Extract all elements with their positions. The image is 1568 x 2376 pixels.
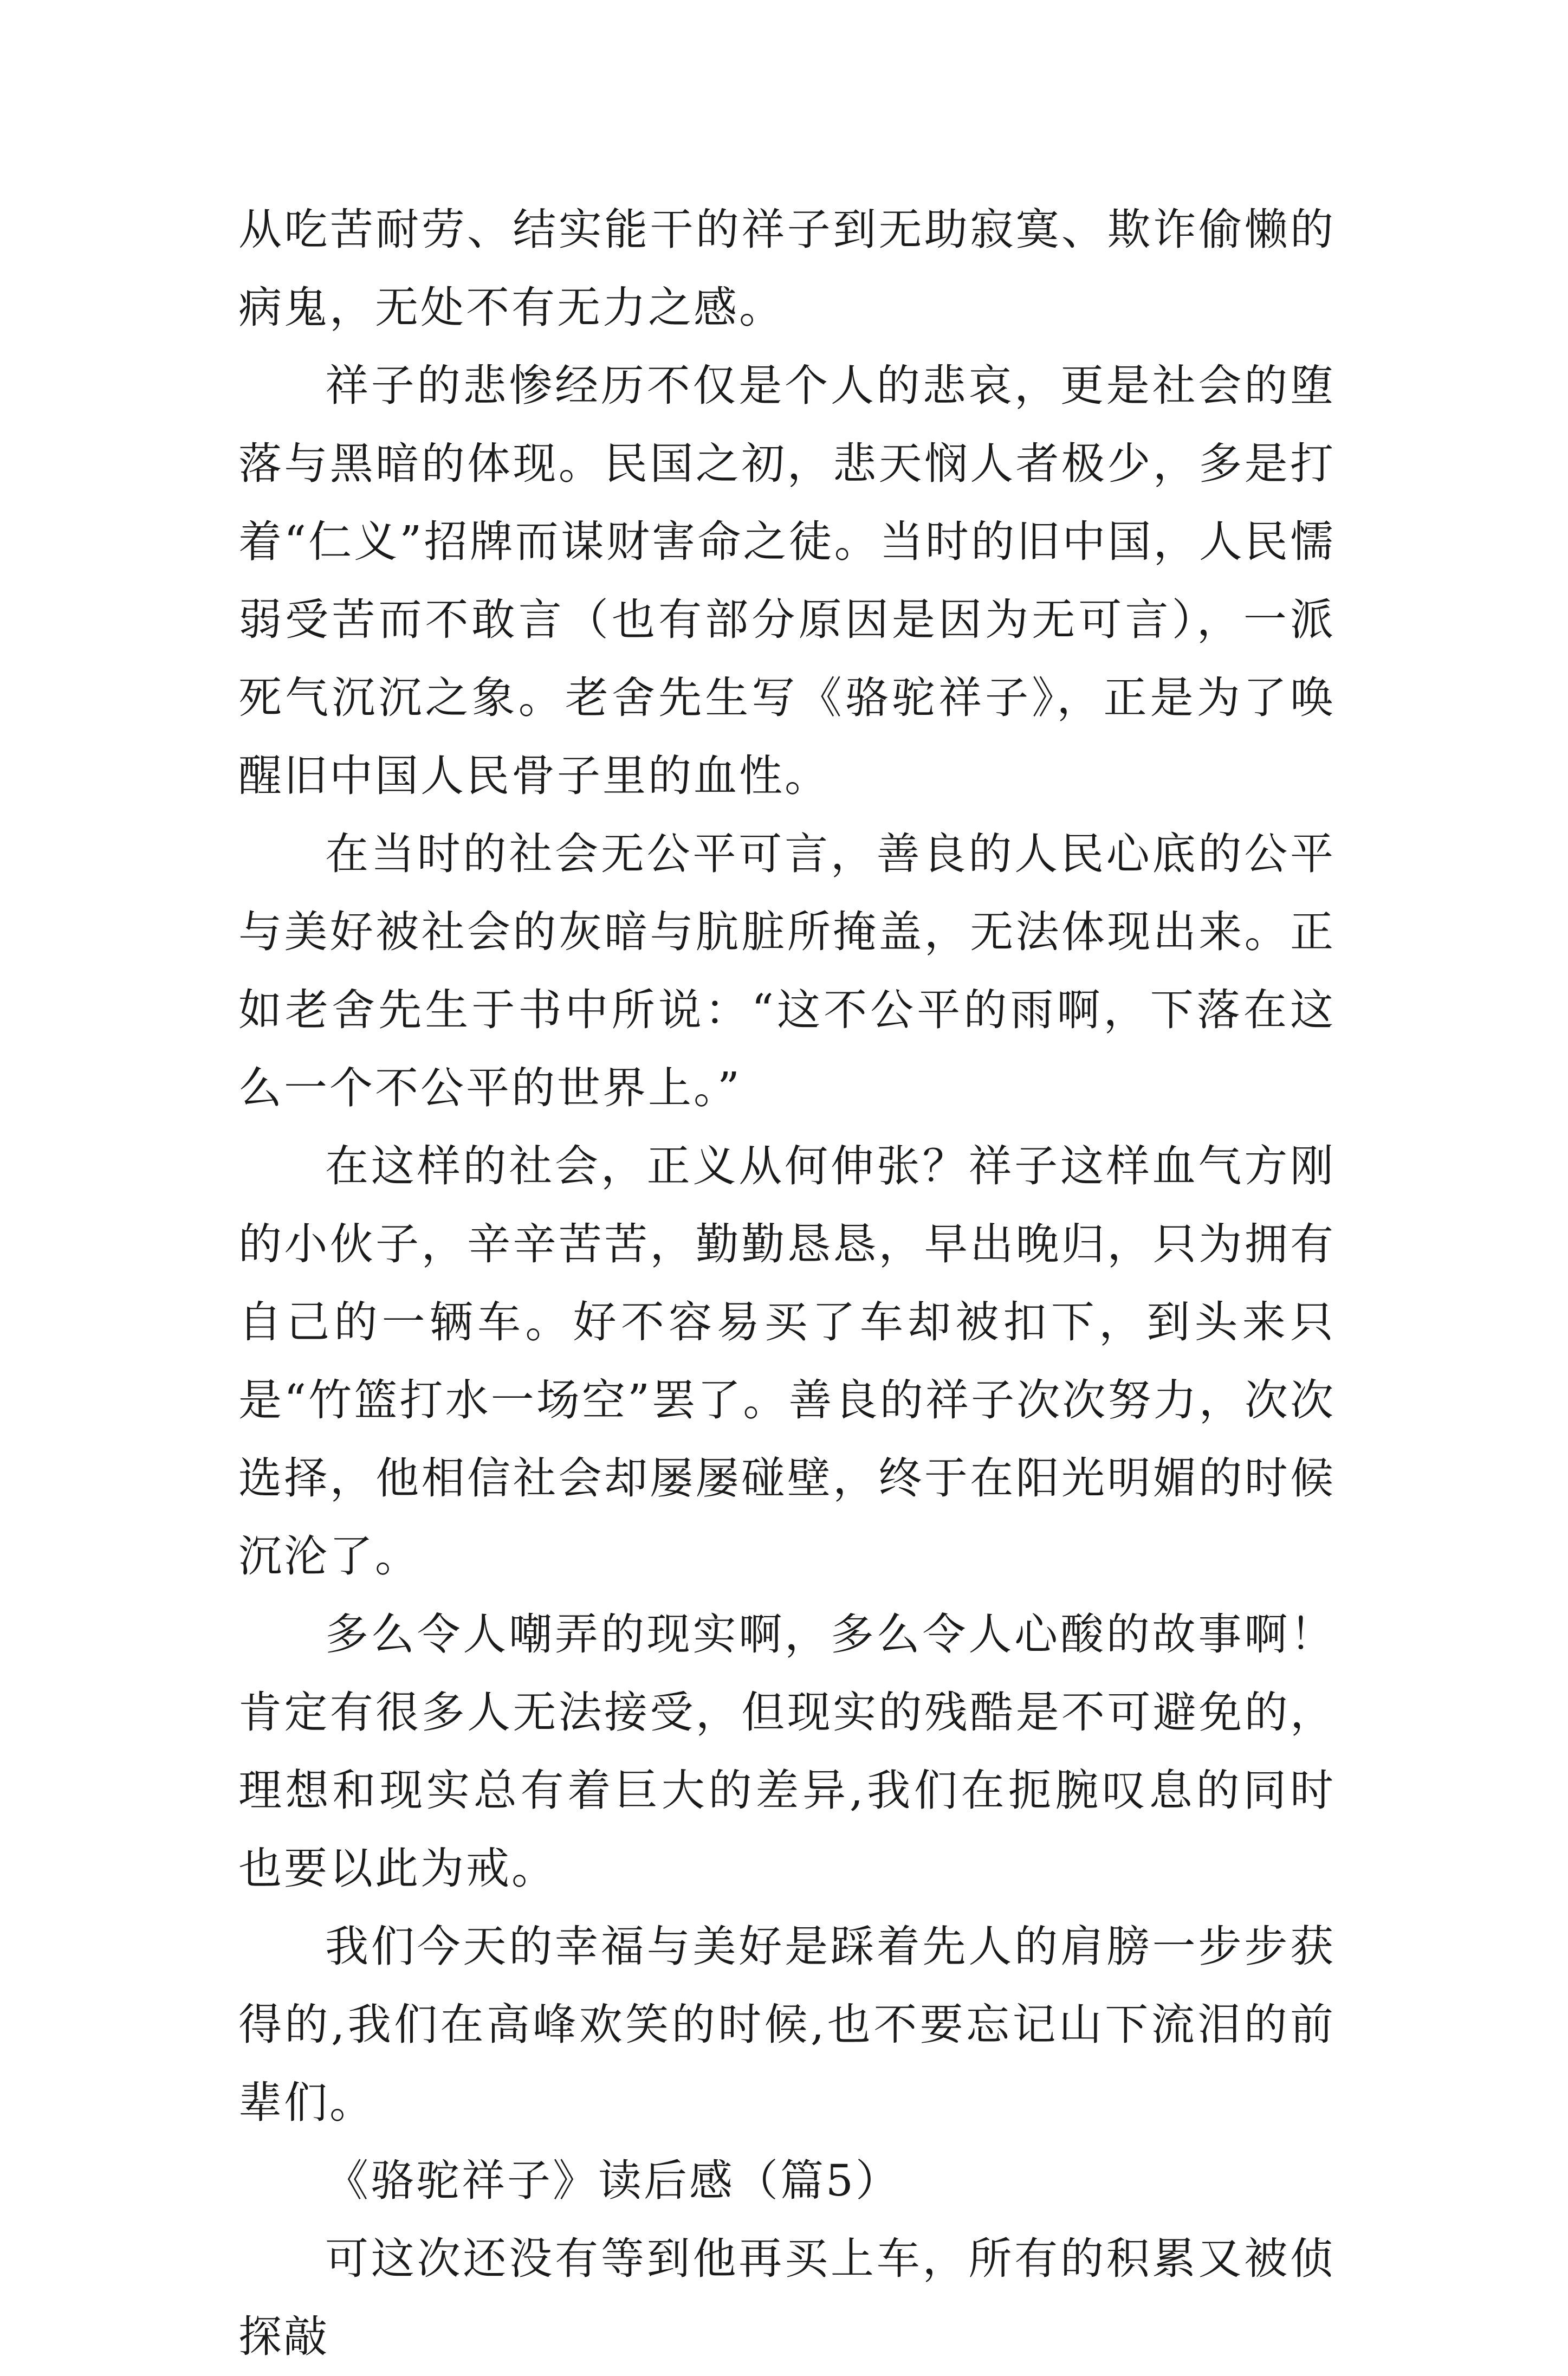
- paragraph: 祥子的悲惨经历不仅是个人的悲哀，更是社会的堕落与黑暗的体现。民国之初，悲天悯人者极少，多是打着“仁义”招牌而谋财害命之徒。当时的旧中国，人民懦弱受苦而不敢言（也有部分原因是因为无可言），一派死气沉沉之象。老舍先生写《骆驼祥子》，正是为了唤醒旧中国人民骨子里的血性。: [238, 360, 1336, 801]
- document-body: [238, 191, 1336, 2376]
- paragraph: 我们今天的幸福与美好是踩着先人的肩膀一步步获得的,我们在高峰欢笑的时候,也不要忘记山下流泪的前辈们。: [238, 1921, 1336, 2128]
- paragraph-continuation: 从吃苦耐劳、结实能干的祥子到无助寂寞、欺诈偷懒的病鬼，无处不有无力之感。: [238, 204, 1336, 333]
- paragraph: 在当时的社会无公平可言，善良的人民心底的公平与美好被社会的灰暗与肮脏所掩盖，无法体现出来。正如老舍先生于书中所说：“这不公平的雨啊，下落在这么一个不公平的世界上。”: [238, 829, 1336, 1113]
- paragraph: 在这样的社会，正义从何伸张？祥子这样血气方刚的小伙子，辛辛苦苦，勤勤恳恳，早出晚归，只为拥有自己的一辆车。好不容易买了车却被扣下，到头来只是“竹篮打水一场空”罢了。善良的祥子次次努力，次次选择，他相信社会却屡屡碰壁，终于在阳光明媚的时候沉沦了。: [238, 1141, 1336, 1581]
- section-heading: 《骆驼祥子》读后感（篇5）: [325, 2155, 901, 2206]
- paragraph: 可这次还没有等到他再买上车，所有的积累又被侦探敲: [238, 2233, 1336, 2362]
- paragraph: 多么令人嘲弄的现实啊，多么令人心酸的故事啊！肯定有很多人无法接受，但现实的残酷是不可避免的，理想和现实总有着巨大的差异,我们在扼腕叹息的同时也要以此为戒。: [238, 1609, 1336, 1894]
